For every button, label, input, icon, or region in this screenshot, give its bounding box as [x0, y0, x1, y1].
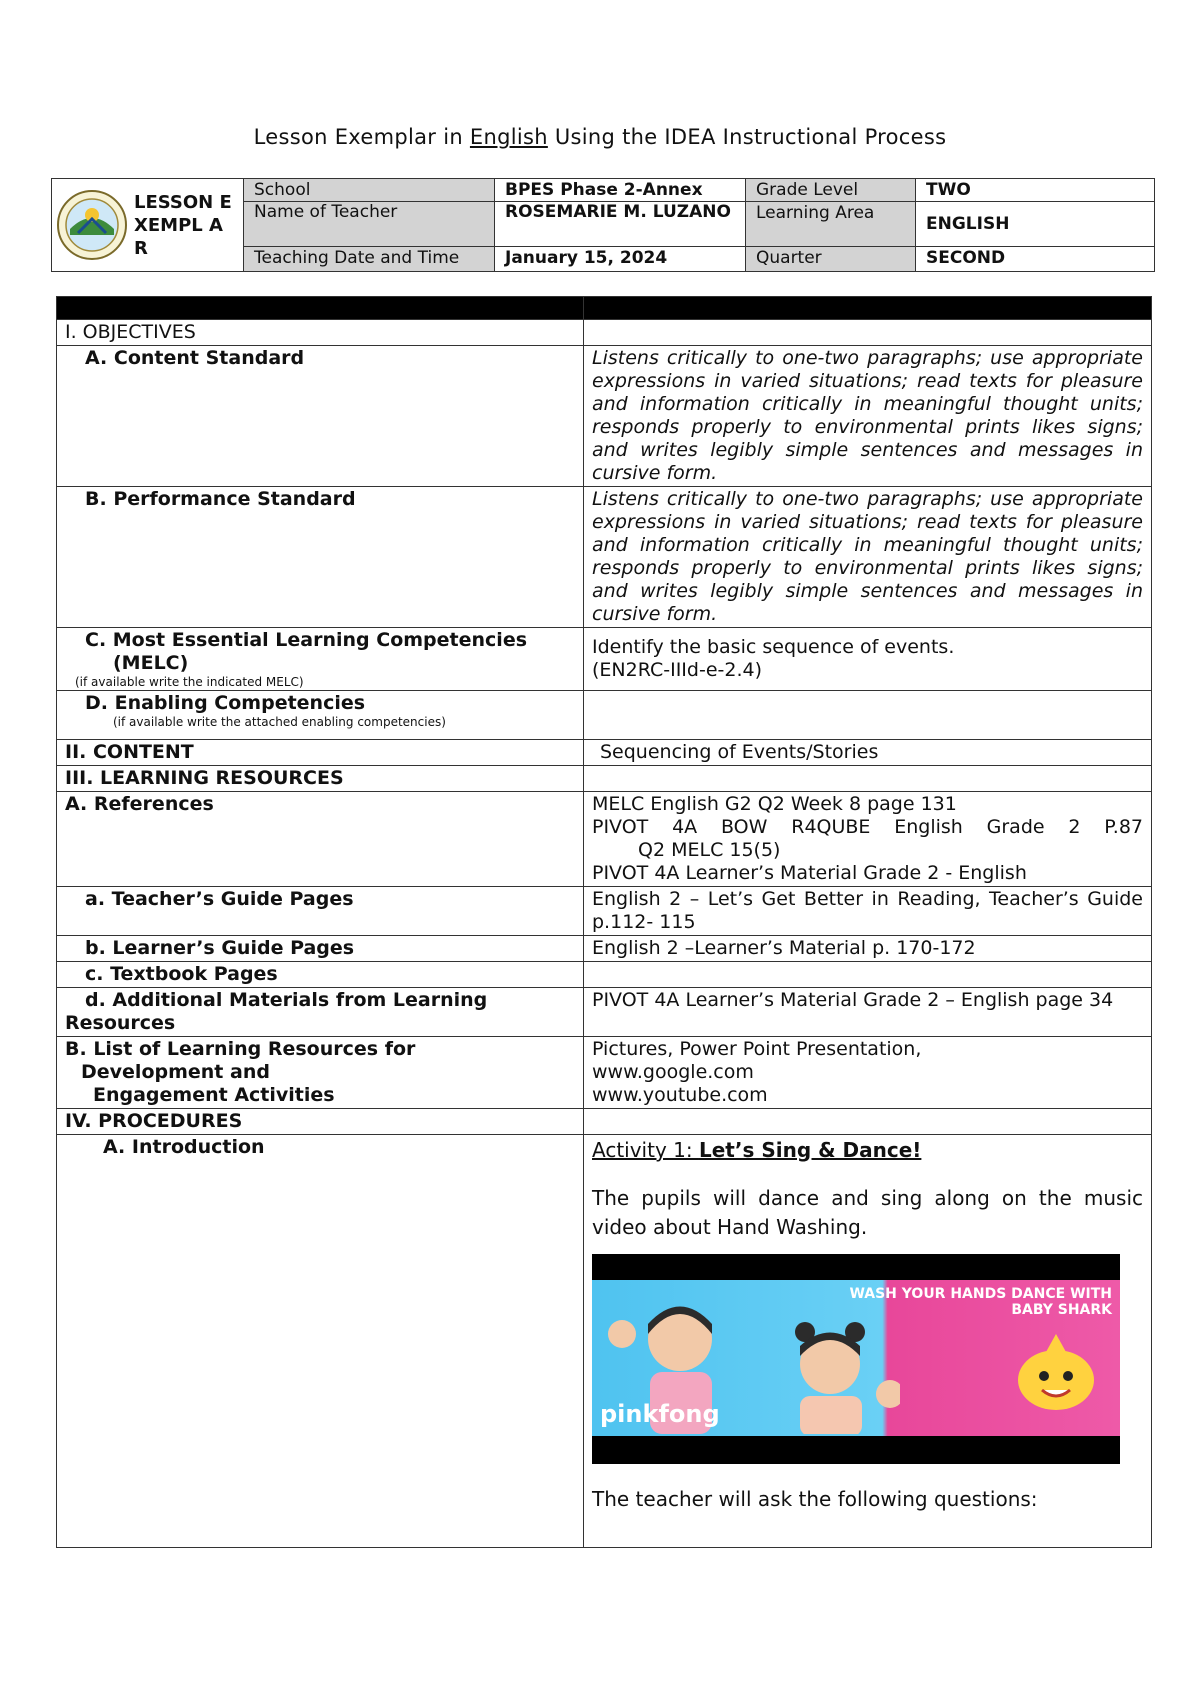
resource-list-row [57, 1037, 1152, 1109]
resource-list-text-1: Pictures, Power Point Presentation, [592, 1038, 922, 1060]
video-brand: pinkfong [600, 1400, 720, 1428]
resources-label: III. LEARNING RESOURCES [57, 766, 584, 792]
performance-standard-label: B. Performance Standard [57, 487, 584, 628]
resource-list-cell [584, 1037, 1152, 1109]
teachers-guide-label: a. Teacher’s Guide Pages [57, 887, 584, 936]
reference-2: PIVOT 4A BOW R4QUBE English Grade 2 P.87 [592, 816, 1143, 838]
enabling-label: D. Enabling Competencies [85, 692, 366, 714]
melc-code: (EN2RC-IIId-e-2.4) [592, 659, 762, 681]
logo-label: LESSON EXEMPL AR [134, 192, 232, 259]
resource-list-label-1: B. List of Learning Resources for [65, 1038, 416, 1060]
additional-materials-row [57, 988, 1152, 1037]
baby-shark-icon [1006, 1330, 1106, 1420]
melc-text: Identify the basic sequence of events. [592, 636, 955, 658]
resource-list-label-cell [57, 1037, 584, 1109]
textbook-row [57, 962, 1152, 988]
melc-note: (if available write the indicated MELC) [75, 675, 304, 689]
document-title: Lesson Exemplar in English Using the IDEA Instructional Process [253, 125, 947, 149]
content-row [57, 740, 1152, 766]
teacher-value: ROSEMARIE M. LUZANO [495, 202, 746, 247]
melc-row [57, 628, 1152, 691]
grade-value: TWO [916, 179, 1154, 202]
references-label: A. References [57, 792, 584, 887]
quarter-value: SECOND [926, 248, 1006, 268]
table-header-bar [57, 297, 1152, 320]
reference-2-cont: Q2 MELC 15(5) [638, 839, 781, 861]
deped-seal-icon [56, 189, 128, 261]
content-label: II. CONTENT [57, 740, 584, 766]
enabling-row [57, 691, 1152, 740]
melc-label-abbrev: (MELC) [113, 652, 189, 674]
area-label: Learning Area [746, 202, 916, 247]
video-title: WASH YOUR HANDS DANCE WITH BABY SHARK [849, 1286, 1112, 1318]
content-text: Sequencing of Events/Stories [584, 740, 1152, 766]
objectives-row [57, 320, 1152, 346]
resource-youtube: www.youtube.com [592, 1084, 768, 1106]
performance-standard-text: Listens critically to one-two paragraphs; use appropriate expressions in varied situations; read texts for pleasure and information critically in meaningful thought units; responds properly to environmental prints likes signs; and writes legibly simple sentences and messages in cursive form. [584, 487, 1152, 628]
video-thumbnail [592, 1254, 1120, 1464]
area-value: ENGLISH [916, 202, 1154, 247]
learners-guide-label: b. Learner’s Guide Pages [57, 936, 584, 962]
activity-text: The pupils will dance and sing along on the music video about Hand Washing. [592, 1186, 1143, 1239]
melc-text-cell [584, 628, 1152, 691]
date-label: Teaching Date and Time [244, 247, 495, 271]
questions-text: The teacher will ask the following questions: [592, 1487, 1038, 1511]
content-standard-label: A. Content Standard [57, 346, 584, 487]
activity-title: Let’s Sing & Dance! [698, 1138, 922, 1162]
melc-label: C. Most Essential Learning Competencies [85, 629, 528, 651]
school-value: BPES Phase 2-Annex [495, 179, 746, 202]
procedures-row [57, 1109, 1152, 1135]
enabling-note: (if available write the attached enabling competencies) [113, 715, 446, 729]
reference-3: PIVOT 4A Learner’s Material Grade 2 - English [592, 862, 1027, 884]
lesson-table [56, 296, 1152, 1548]
header-table [51, 178, 1155, 272]
school-label: School [244, 179, 495, 202]
introduction-cell [584, 1135, 1152, 1548]
resource-list-label-2: Development and [81, 1061, 270, 1083]
learners-guide-text: English 2 –Learner’s Material p. 170-172 [584, 936, 1152, 962]
additional-materials-text: PIVOT 4A Learner’s Material Grade 2 – English page 34 [584, 988, 1152, 1037]
introduction-row [57, 1135, 1152, 1548]
teacher-label: Name of Teacher [244, 202, 495, 247]
references-cell [584, 792, 1152, 887]
learners-guide-row [57, 936, 1152, 962]
additional-materials-label: d. Additional Materials from Learning Resources [57, 988, 584, 1037]
grade-label: Grade Level [746, 179, 916, 202]
activity-heading: Activity 1: Let’s Sing & Dance! [592, 1138, 922, 1162]
references-row [57, 792, 1152, 887]
introduction-label: A. Introduction [57, 1135, 584, 1548]
textbook-label: c. Textbook Pages [57, 962, 584, 988]
reference-1: MELC English G2 Q2 Week 8 page 131 [592, 793, 957, 815]
melc-label-cell [57, 628, 584, 691]
quarter-label: Quarter [746, 247, 916, 271]
resource-google: www.google.com [592, 1061, 754, 1083]
objectives-label: I. OBJECTIVES [57, 320, 584, 346]
procedures-label: IV. PROCEDURES [57, 1109, 584, 1135]
logo-cell [52, 179, 244, 271]
teachers-guide-row [57, 887, 1152, 936]
content-standard-row [57, 346, 1152, 487]
date-value: January 15, 2024 [495, 247, 746, 271]
performance-standard-row [57, 487, 1152, 628]
resources-row [57, 766, 1152, 792]
content-standard-text: Listens critically to one-two paragraphs; use appropriate expressions in varied situations; read texts for pleasure and information critically in meaningful thought units; responds properly to environmental prints likes signs; and writes legibly simple sentences and messages in cursive form. [584, 346, 1152, 487]
teachers-guide-text: English 2 – Let’s Get Better in Reading, Teacher’s Guide p.112- 115 [584, 887, 1152, 936]
enabling-label-cell [57, 691, 584, 740]
resource-list-label-3: Engagement Activities [93, 1084, 335, 1106]
subject-underlined: English [469, 125, 548, 149]
